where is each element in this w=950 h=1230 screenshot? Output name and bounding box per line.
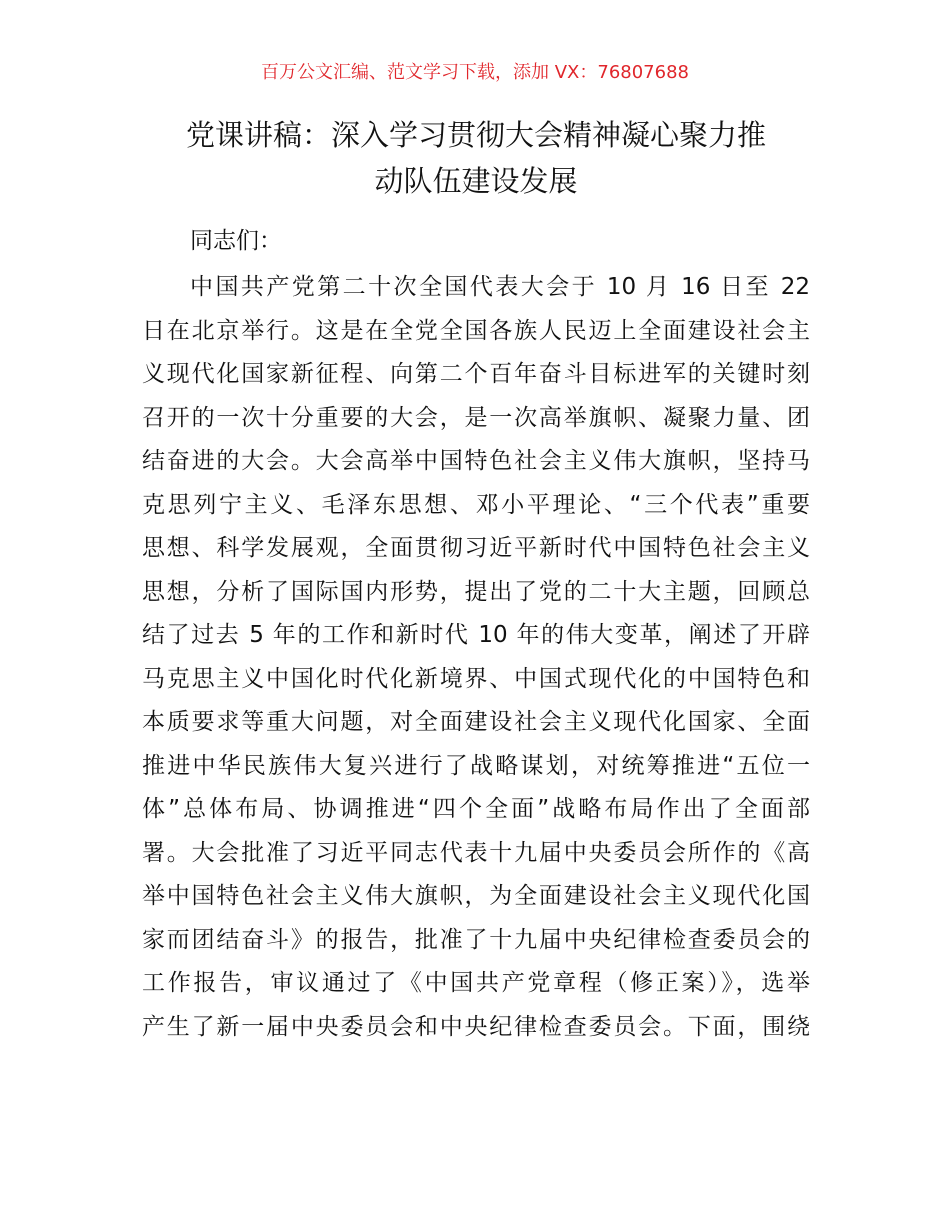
body-paragraph	[142, 270, 810, 1053]
body-line: 产生了新一届中央委员会和中央纪律检查委员会。下面，围绕	[142, 1013, 810, 1040]
body-line: 举中国特色社会主义伟大旗帜，为全面建设社会主义现代化国	[142, 883, 810, 909]
body-line: 马克思主义中国化时代化新境界、中国式现代化的中国特色和	[142, 665, 810, 692]
document-title	[140, 112, 812, 204]
body-line: 工作报告，审议通过了《中国共产党章程（修正案）》，选举	[142, 970, 810, 996]
body-line: 本质要求等重大问题，对全面建设社会主义现代化国家、全面	[142, 709, 810, 735]
body-line: 中国共产党第二十次全国代表大会于 10 月 16 日至 22	[190, 274, 810, 300]
watermark-header: 百万公文汇编、范文学习下载，添加 VX：76807688	[261, 62, 689, 83]
title-line-1: 党课讲稿：深入学习贯彻大会精神凝心聚力推	[185, 118, 766, 152]
greeting: 同志们：	[190, 228, 282, 254]
body-line: 思想，分析了国际国内形势，提出了党的二十大主题，回顾总	[142, 578, 810, 605]
body-line: 思想、科学发展观，全面贯彻习近平新时代中国特色社会主义	[142, 535, 810, 561]
body-line: 家而团结奋斗》的报告，批准了十九届中央纪律检查委员会的	[142, 926, 810, 953]
title-line-2: 动队伍建设发展	[374, 164, 578, 198]
body-line: 日在北京举行。这是在全党全国各族人民迈上全面建设社会主	[142, 317, 810, 344]
body-line: 结奋进的大会。大会高举中国特色社会主义伟大旗帜，坚持马	[142, 448, 810, 474]
body-line: 义现代化国家新征程、向第二个百年奋斗目标进军的关键时刻	[142, 361, 810, 387]
body-line: 体”总体布局、协调推进“四个全面”战略布局作出了全面部	[142, 796, 810, 822]
body-line: 克思列宁主义、毛泽东思想、邓小平理论、“三个代表”重要	[142, 491, 810, 518]
body-line: 召开的一次十分重要的大会，是一次高举旗帜、凝聚力量、团	[142, 404, 810, 431]
body-line: 推进中华民族伟大复兴进行了战略谋划，对统筹推进“五位一	[142, 752, 810, 779]
body-line: 署。大会批准了习近平同志代表十九届中央委员会所作的《高	[142, 839, 810, 866]
body-line: 结了过去 5 年的工作和新时代 10 年的伟大变革，阐述了开辟	[142, 622, 810, 648]
